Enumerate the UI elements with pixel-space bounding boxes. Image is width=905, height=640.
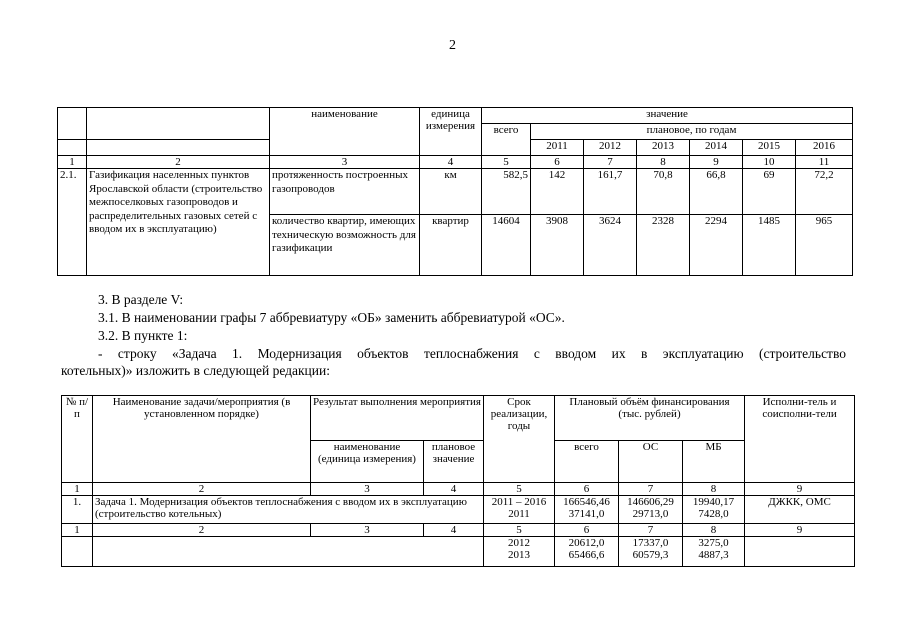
header-num: № п/п	[62, 396, 93, 483]
indicator-value: 142	[531, 169, 584, 215]
header-value: значение	[482, 108, 853, 124]
column-number: 8	[683, 483, 745, 496]
header-total: всего	[555, 441, 619, 483]
funding-total-year: 20612,0	[568, 537, 605, 549]
header-funding: Плановый объём финансирования (тыс. рублей)	[555, 396, 745, 441]
funding-mb-year: 3275,0	[698, 537, 729, 549]
header-result-planned: плановое значение	[424, 441, 484, 483]
funding-os-year: 29713,0	[632, 508, 669, 520]
column-number: 2	[93, 524, 311, 537]
column-number: 8	[637, 156, 690, 169]
column-number: 9	[690, 156, 743, 169]
header-cell-empty	[58, 140, 87, 156]
funding-mb-year: 7428,0	[698, 508, 729, 520]
column-number: 2	[87, 156, 270, 169]
column-number: 2	[93, 483, 311, 496]
header-result-name: наименование (единица измерения)	[311, 441, 424, 483]
funding-total: 166546,46	[563, 496, 610, 508]
header-year: 2016	[796, 140, 853, 156]
indicator-total: 582,5	[482, 169, 531, 215]
column-number: 4	[424, 524, 484, 537]
header-year: 2013	[637, 140, 690, 156]
indicator-name: протяженность построенных газопроводов	[270, 169, 420, 215]
indicator-value: 70,8	[637, 169, 690, 215]
funding-os-year: 60579,3	[632, 549, 669, 561]
os-cell	[619, 537, 683, 567]
os-cell	[619, 496, 683, 524]
indicator-value: 66,8	[690, 169, 743, 215]
header-os: ОС	[619, 441, 683, 483]
column-number: 6	[555, 524, 619, 537]
header-cell-empty	[58, 108, 87, 140]
empty-cell	[62, 537, 93, 567]
executors: ДЖКК, ОМС	[745, 496, 855, 524]
column-number: 9	[745, 524, 855, 537]
header-unit: единица измерения	[420, 108, 482, 156]
header-mb: МБ	[683, 441, 745, 483]
header-year: 2011	[531, 140, 584, 156]
column-number: 3	[270, 156, 420, 169]
column-number: 5	[482, 156, 531, 169]
header-year: 2014	[690, 140, 743, 156]
header-total: всего	[482, 124, 531, 156]
measures-table	[61, 395, 855, 567]
indicator-value: 2294	[690, 215, 743, 276]
column-number: 7	[619, 483, 683, 496]
total-cell	[555, 537, 619, 567]
paragraph: 3.1. В наименовании графы 7 аббревиатуру «ОБ» заменить аббревиатурой «ОС».	[98, 310, 565, 325]
funding-mb: 19940,17	[692, 496, 735, 508]
header-term: Срок реализации, годы	[484, 396, 555, 483]
column-number: 11	[796, 156, 853, 169]
table-row	[62, 496, 855, 524]
row-number: 2.1.	[58, 169, 87, 276]
header-executors: Исполни-тель и соисполни-тели	[745, 396, 855, 483]
funding-os-year: 17337,0	[632, 537, 669, 549]
paragraph: - строку «Задача 1. Модернизация объектов теплоснабжения с вводом их в эксплуатацию (строительство	[98, 346, 846, 361]
indicator-value: 3908	[531, 215, 584, 276]
column-number: 1	[62, 483, 93, 496]
task-description: Газификация населенных пунктов Ярославской области (строительство межпоселковых газопроводов и распределительных газовых сетей с вводом их в эксплуатацию)	[87, 169, 270, 276]
column-number: 1	[58, 156, 87, 169]
indicator-unit: км	[420, 169, 482, 215]
empty-cell	[93, 537, 484, 567]
header-year: 2015	[743, 140, 796, 156]
indicator-value: 2328	[637, 215, 690, 276]
indicator-value: 1485	[743, 215, 796, 276]
header-cell-empty	[87, 140, 270, 156]
header-planned-by-years: плановое, по годам	[531, 124, 853, 140]
funding-total-year: 37141,0	[568, 508, 605, 520]
mb-cell	[683, 496, 745, 524]
mb-cell	[683, 537, 745, 567]
header-task: Наименование задачи/мероприятия (в установленном порядке)	[93, 396, 311, 483]
paragraph: котельных)» изложить в следующей редакции:	[61, 363, 330, 378]
column-number: 10	[743, 156, 796, 169]
column-number: 5	[484, 483, 555, 496]
column-number: 9	[745, 483, 855, 496]
table-row	[58, 169, 853, 215]
column-number: 3	[311, 524, 424, 537]
indicator-value: 69	[743, 169, 796, 215]
paragraph: 3. В разделе V:	[98, 292, 184, 307]
term-cell	[484, 537, 555, 567]
term-year: 2012	[508, 537, 530, 549]
task-description: Задача 1. Модернизация объектов теплоснабжения с вводом их в эксплуатацию (строительство котельных)	[93, 496, 484, 524]
row-number: 1.	[62, 496, 93, 524]
column-number: 5	[484, 524, 555, 537]
page-number: 2	[449, 38, 456, 53]
table-row	[62, 537, 855, 567]
column-number: 1	[62, 524, 93, 537]
column-number: 4	[424, 483, 484, 496]
paragraph: 3.2. В пункте 1:	[98, 328, 188, 343]
empty-cell	[745, 537, 855, 567]
header-name: наименование	[270, 108, 420, 156]
column-number: 6	[555, 483, 619, 496]
column-number: 8	[683, 524, 745, 537]
indicators-table	[57, 107, 853, 276]
indicator-value: 72,2	[796, 169, 853, 215]
column-number: 4	[420, 156, 482, 169]
term-cell	[484, 496, 555, 524]
column-number: 6	[531, 156, 584, 169]
indicator-value: 965	[796, 215, 853, 276]
indicator-value: 161,7	[584, 169, 637, 215]
header-result: Результат выполнения мероприятия	[311, 396, 484, 441]
funding-os: 146606,29	[627, 496, 674, 508]
column-number: 7	[584, 156, 637, 169]
term-year: 2013	[508, 549, 530, 561]
indicator-total: 14604	[482, 215, 531, 276]
term-range: 2011 – 2016	[491, 496, 547, 508]
term-year: 2011	[508, 508, 530, 520]
funding-total-year: 65466,6	[568, 549, 605, 561]
column-number: 7	[619, 524, 683, 537]
column-number: 3	[311, 483, 424, 496]
total-cell	[555, 496, 619, 524]
funding-mb-year: 4887,3	[698, 549, 729, 561]
indicator-name: количество квартир, имеющих техническую возможность для газификации	[270, 215, 420, 276]
header-cell-empty	[87, 108, 270, 140]
header-year: 2012	[584, 140, 637, 156]
indicator-value: 3624	[584, 215, 637, 276]
indicator-unit: квартир	[420, 215, 482, 276]
